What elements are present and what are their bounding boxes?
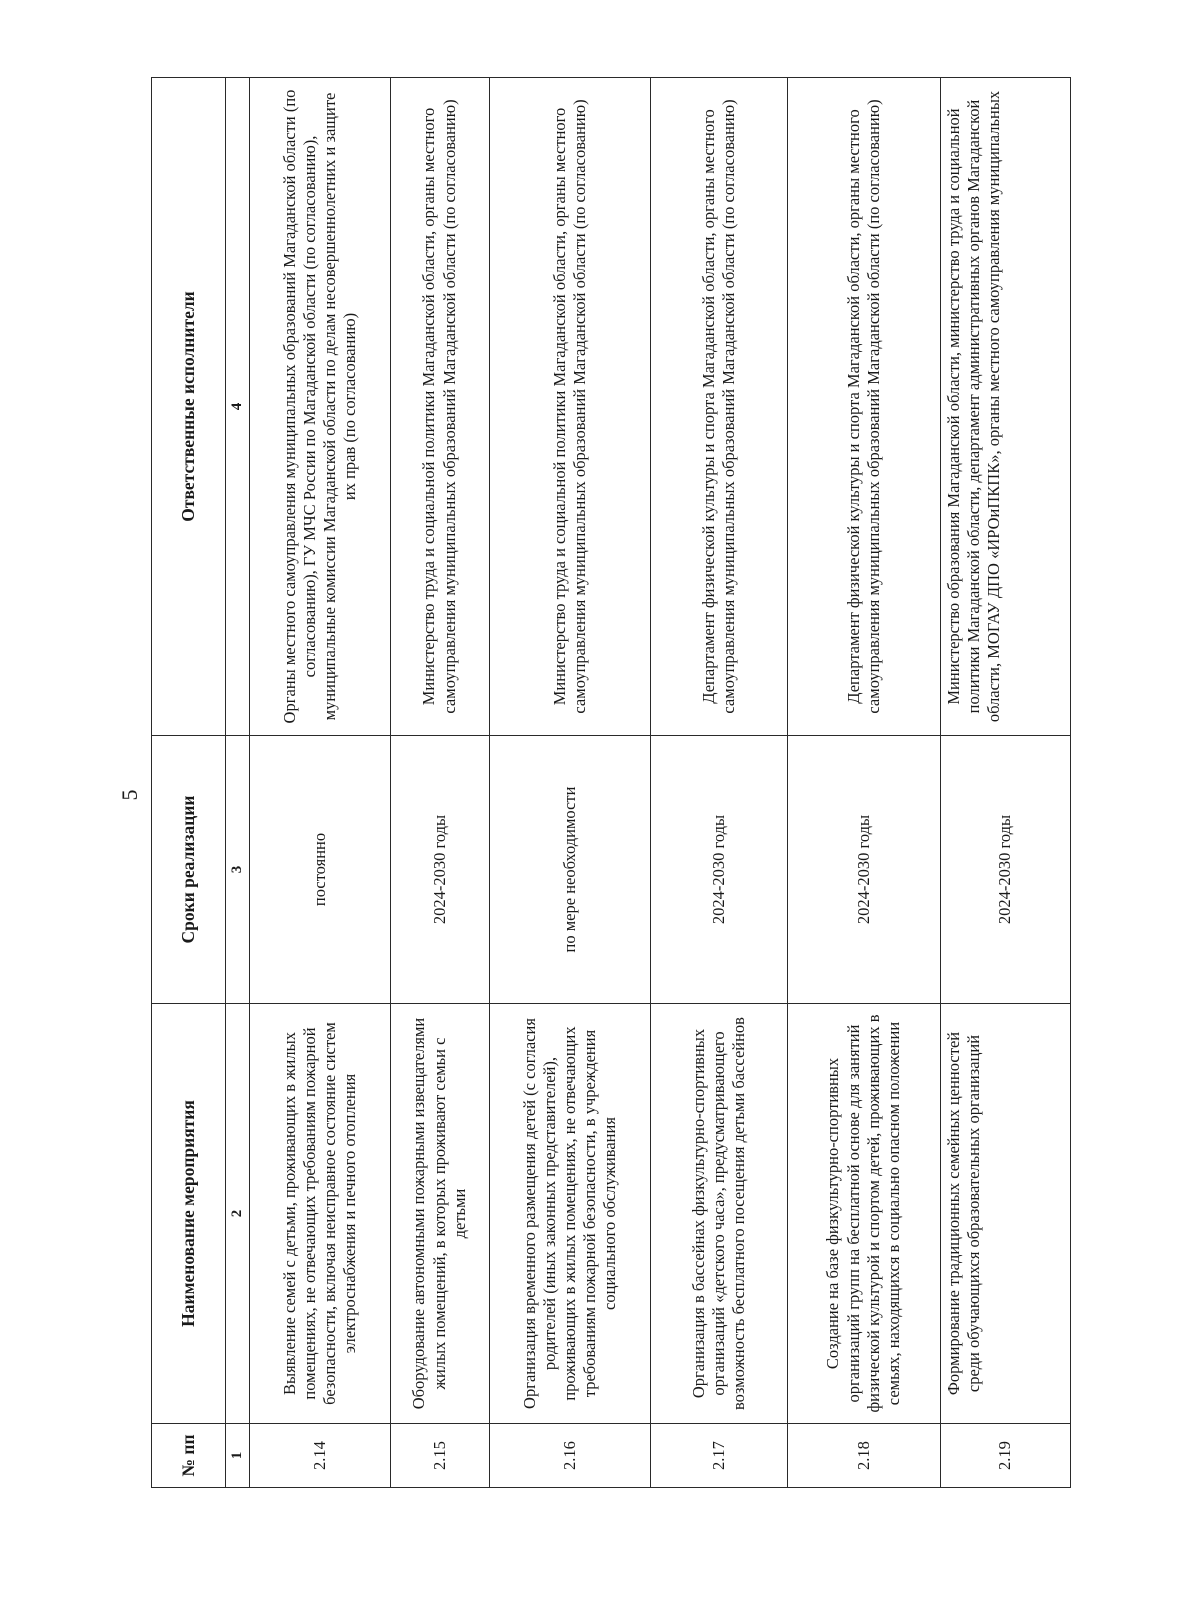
column-number-4: 4	[225, 78, 249, 736]
measure-name: Организация в бассейнах физкультурно-спортивных организаций «детского часа», предусматривающего возможность бесплатного посещения детьми бассейнов	[651, 1004, 787, 1424]
measure-name: Организация временного размещения детей (с согласия родителей (иных законных представителей), проживающих в жилых помещениях, не отвечающих требованиям пожарной безопасности, в учреждения социального обслуживания	[489, 1004, 651, 1424]
measure-term: по мере необходимости	[489, 736, 651, 1004]
header-measure-name: Наименование мероприятия	[152, 1004, 226, 1424]
measure-term: постоянно	[249, 736, 390, 1004]
row-number: 2.18	[787, 1424, 940, 1488]
measure-executors: Министерство труда и социальной политики Магаданской области, органы местного самоуправления муниципальных образований Магаданской области (по согласованию)	[390, 78, 489, 736]
measure-term: 2024-2030 годы	[651, 736, 787, 1004]
column-numbering-row	[225, 78, 249, 1488]
table-header-row	[152, 78, 226, 1488]
table-row	[940, 78, 1070, 1488]
measure-executors: Министерство образования Магаданской области, министерство труда и социальной политики Магаданской области, департамент административных органов Магаданской области, МОГАУ ДПО «ИРОиПКПК», органы местного самоуправления муниципальных	[940, 78, 1070, 736]
table-row	[489, 78, 651, 1488]
measure-executors: Министерство труда и социальной политики Магаданской области, органы местного самоуправления муниципальных образований Магаданской области (по согласованию)	[489, 78, 651, 736]
column-number-3: 3	[225, 736, 249, 1004]
measure-term: 2024-2030 годы	[940, 736, 1070, 1004]
table-row	[787, 78, 940, 1488]
measure-name: Создание на базе физкультурно-спортивных организаций групп на бесплатной основе для занятий физической культурой и спортом детей, проживающих в семьях, находящихся в социально опасном положении	[787, 1004, 940, 1424]
row-number: 2.19	[940, 1424, 1070, 1488]
table-row	[390, 78, 489, 1488]
header-number: № пп	[152, 1424, 226, 1488]
measure-term: 2024-2030 годы	[787, 736, 940, 1004]
measure-name: Оборудование автономными пожарными извещателями жилых помещений, в которых проживают семьи с детьми	[390, 1004, 489, 1424]
table-row	[651, 78, 787, 1488]
column-number-2: 2	[225, 1004, 249, 1424]
row-number: 2.15	[390, 1424, 489, 1488]
row-number: 2.17	[651, 1424, 787, 1488]
row-number: 2.16	[489, 1424, 651, 1488]
header-executors: Ответственные исполнители	[152, 78, 226, 736]
column-number-1: 1	[225, 1424, 249, 1488]
rotated-table-wrapper	[151, 78, 1071, 1488]
measure-name: Формирование традиционных семейных ценностей среди обучающихся образовательных организаций	[940, 1004, 1070, 1424]
header-term: Сроки реализации	[152, 736, 226, 1004]
measure-executors: Органы местного самоуправления муниципальных образований Магаданской области (по согласованию), ГУ МЧС России по Магаданской области (по согласованию), муниципальные комиссии Магаданской области по делам несовершеннолетних и защите их прав (по согласованию)	[249, 78, 390, 736]
measure-executors: Департамент физической культуры и спорта Магаданской области, органы местного самоуправления муниципальных образований Магаданской области (по согласованию)	[651, 78, 787, 736]
measure-term: 2024-2030 годы	[390, 736, 489, 1004]
page-number: 5	[117, 789, 142, 801]
row-number: 2.14	[249, 1424, 390, 1488]
measure-executors: Департамент физической культуры и спорта Магаданской области, органы местного самоуправления муниципальных образований Магаданской области (по согласованию)	[787, 78, 940, 736]
measures-table	[151, 77, 1071, 1488]
measure-name: Выявление семей с детьми, проживающих в жилых помещениях, не отвечающих требованиям пожарной безопасности, включая неисправное состояние систем электроснабжения и печного отопления	[249, 1004, 390, 1424]
table-row	[249, 78, 390, 1488]
